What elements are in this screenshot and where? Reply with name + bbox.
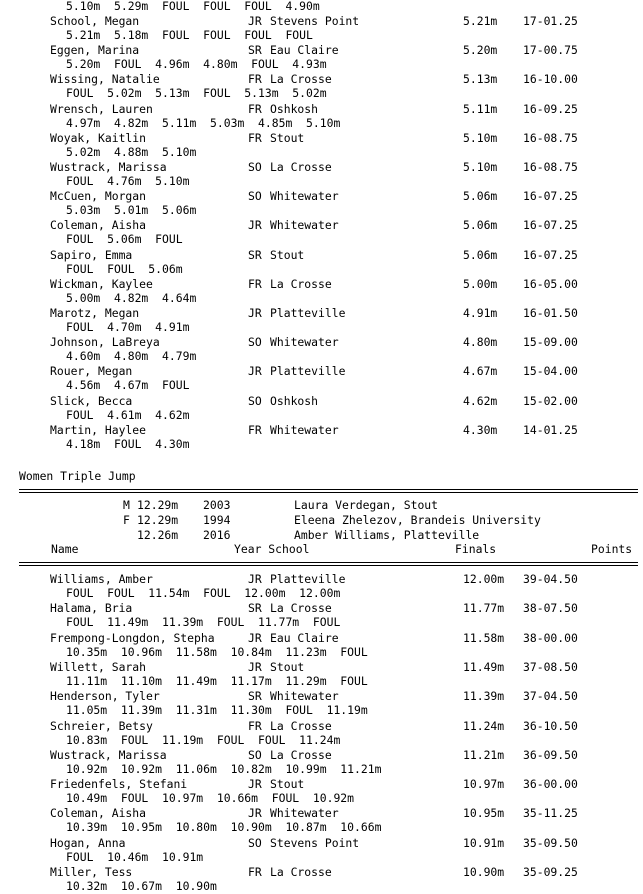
school: Stout	[270, 659, 305, 674]
record-type: M	[123, 498, 130, 512]
school: Whitewater	[270, 189, 339, 204]
class-year: JR	[248, 630, 262, 645]
lead-series-line	[0, 0, 320, 13]
athlete-name: Friedenfels, Stefani	[50, 777, 188, 792]
school: Stevens Point	[270, 14, 360, 28]
record-year: 1994	[203, 513, 231, 527]
athlete-name: Rouer, Megan	[50, 364, 133, 379]
mark-imperial: 37-04.50	[523, 689, 578, 704]
series-text: 4.60m 4.80m 4.79m	[66, 349, 197, 364]
class-year: FR	[248, 276, 262, 291]
series-text: 5.21m 5.18m FOUL FOUL FOUL FOUL	[66, 28, 313, 42]
mark-imperial: 16-07.25	[523, 218, 578, 233]
series-text: 5.20m FOUL 4.96m 4.80m FOUL 4.93m	[66, 57, 327, 72]
event-title: Women Triple Jump	[19, 469, 136, 483]
class-year: SO	[248, 335, 262, 350]
mark-metric: 5.06m	[463, 247, 498, 262]
class-year: FR	[248, 72, 262, 87]
mark-metric: 11.58m	[463, 630, 505, 645]
class-year: SR	[248, 43, 262, 58]
series-text: 10.49m FOUL 10.97m 10.66m FOUL 10.92m	[66, 791, 355, 806]
school: Whitewater	[270, 806, 339, 821]
series-text: 5.03m 5.01m 5.06m	[66, 203, 197, 218]
record-holder: Laura Verdegan, Stout	[294, 498, 439, 512]
mark-imperial: 16-09.25	[523, 101, 578, 116]
series-text: 10.35m 10.96m 11.58m 10.84m 11.23m FOUL	[66, 644, 368, 659]
header-finals: Finals	[455, 542, 497, 556]
athlete-name: Marotz, Megan	[50, 306, 140, 320]
athlete-name: Frempong-Longdon, Stepha	[50, 630, 215, 645]
class-year: JR	[248, 306, 262, 320]
school: Stout	[270, 777, 305, 792]
school: Platteville	[270, 306, 346, 320]
mark-imperial: 35-11.25	[523, 806, 578, 821]
athlete-name: Halama, Bria	[50, 601, 133, 616]
class-year: SO	[248, 189, 262, 204]
school: La Crosse	[270, 718, 332, 733]
mark-metric: 4.30m	[463, 422, 498, 437]
class-year: SR	[248, 247, 262, 262]
record-mark: 12.26m	[137, 528, 179, 542]
series-text: FOUL 5.02m 5.13m FOUL 5.13m 5.02m	[66, 86, 327, 101]
mark-metric: 10.97m	[463, 777, 505, 792]
mark-imperial: 15-09.00	[523, 335, 578, 350]
mark-metric: 4.91m	[463, 306, 498, 320]
mark-metric: 5.10m	[463, 130, 498, 145]
mark-metric: 11.24m	[463, 718, 505, 733]
athlete-name: Wickman, Kaylee	[50, 276, 153, 291]
mark-imperial: 39-04.50	[523, 572, 578, 586]
mark-metric: 4.67m	[463, 364, 498, 379]
mark-metric: 5.06m	[463, 218, 498, 233]
athlete-name: Coleman, Aisha	[50, 218, 147, 233]
class-year: FR	[248, 718, 262, 733]
mark-imperial: 38-00.00	[523, 630, 578, 645]
mark-imperial: 16-08.75	[523, 130, 578, 145]
class-year: FR	[248, 101, 262, 116]
class-year: SO	[248, 160, 262, 174]
mark-imperial: 15-02.00	[523, 393, 578, 408]
mark-imperial: 36-10.50	[523, 718, 578, 733]
school: Stevens Point	[270, 835, 360, 850]
mark-metric: 4.80m	[463, 335, 498, 350]
series-text: 5.02m 4.88m 5.10m	[66, 144, 197, 159]
record-holder: Amber Williams, Platteville	[294, 528, 480, 542]
series-text: 4.18m FOUL 4.30m	[66, 436, 190, 451]
athlete-name: Miller, Tess	[50, 865, 133, 879]
record-holder: Eleena Zhelezov, Brandeis University	[294, 513, 541, 527]
class-year: SO	[248, 393, 262, 408]
class-year: SO	[248, 747, 262, 762]
series-text: 11.05m 11.39m 11.31m 11.30m FOUL 11.19m	[66, 703, 368, 718]
school: La Crosse	[270, 276, 332, 291]
athlete-name: Coleman, Aisha	[50, 806, 147, 821]
school: Stout	[270, 247, 305, 262]
mark-metric: 10.90m	[463, 865, 505, 879]
athlete-name: Sapiro, Emma	[50, 247, 133, 262]
athlete-name: Hogan, Anna	[50, 835, 126, 850]
school: Whitewater	[270, 335, 339, 350]
mark-imperial: 35-09.50	[523, 835, 578, 850]
mark-metric: 5.00m	[463, 276, 498, 291]
series-text: 4.97m 4.82m 5.11m 5.03m 4.85m 5.10m	[66, 115, 341, 130]
mark-metric: 4.62m	[463, 393, 498, 408]
series-text: FOUL 5.06m FOUL	[66, 232, 183, 247]
column-headers	[0, 542, 633, 556]
series-text: FOUL 4.70m 4.91m	[66, 320, 190, 334]
mark-metric: 11.77m	[463, 601, 505, 616]
class-year: FR	[248, 865, 262, 879]
mark-imperial: 37-08.50	[523, 659, 578, 674]
athlete-name: Schreier, Betsy	[50, 718, 153, 733]
series-text: 10.32m 10.67m 10.90m	[66, 879, 217, 893]
class-year: SR	[248, 601, 262, 616]
record-year: 2003	[203, 498, 231, 512]
series-text: 10.39m 10.95m 10.80m 10.90m 10.87m 10.66m	[66, 820, 382, 835]
mark-metric: 12.00m	[463, 572, 505, 586]
class-year: JR	[248, 777, 262, 792]
mark-imperial: 16-07.25	[523, 247, 578, 262]
series-text: FOUL 11.49m 11.39m FOUL 11.77m FOUL	[66, 615, 341, 630]
class-year: JR	[248, 572, 262, 586]
mark-metric: 5.11m	[463, 101, 498, 116]
school: Whitewater	[270, 422, 339, 437]
mark-imperial: 36-09.50	[523, 747, 578, 762]
athlete-name: Martin, Haylee	[50, 422, 147, 437]
mark-metric: 11.49m	[463, 659, 505, 674]
athlete-name: Williams, Amber	[50, 572, 153, 586]
athlete-name: Willett, Sarah	[50, 659, 147, 674]
class-year: JR	[248, 364, 262, 379]
series-text: 5.10m 5.29m FOUL FOUL FOUL 4.90m	[66, 0, 320, 13]
mark-imperial: 16-01.50	[523, 306, 578, 320]
athlete-name: Henderson, Tyler	[50, 689, 160, 704]
mark-metric: 11.21m	[463, 747, 505, 762]
school: La Crosse	[270, 72, 332, 87]
mark-imperial: 35-09.25	[523, 865, 578, 879]
school: La Crosse	[270, 865, 332, 879]
header-name: Name	[51, 542, 79, 556]
series-text: FOUL FOUL 11.54m FOUL 12.00m 12.00m	[66, 586, 341, 600]
athlete-name: Wissing, Natalie	[50, 72, 160, 87]
school: Platteville	[270, 572, 346, 586]
school: La Crosse	[270, 747, 332, 762]
school: Eau Claire	[270, 43, 339, 58]
mark-imperial: 16-08.75	[523, 160, 578, 174]
series-text: 11.11m 11.10m 11.49m 11.17m 11.29m FOUL	[66, 673, 368, 688]
series-text: FOUL 4.76m 5.10m	[66, 174, 190, 188]
mark-imperial: 15-04.00	[523, 364, 578, 379]
mark-metric: 5.20m	[463, 43, 498, 58]
school: Whitewater	[270, 218, 339, 233]
mark-imperial: 36-00.00	[523, 777, 578, 792]
mark-metric: 5.06m	[463, 189, 498, 204]
series-text: 10.92m 10.92m 11.06m 10.82m 10.99m 11.21m	[66, 761, 382, 776]
class-year: JR	[248, 14, 262, 28]
record-mark: 12.29m	[137, 513, 179, 527]
class-year: JR	[248, 659, 262, 674]
athlete-name: Slick, Becca	[50, 393, 133, 408]
athlete-name: Woyak, Kaitlin	[50, 130, 147, 145]
record-type: F	[123, 513, 130, 527]
header-rule-bottom	[19, 562, 638, 566]
mark-metric: 5.10m	[463, 160, 498, 174]
class-year: SO	[248, 835, 262, 850]
mark-imperial: 16-05.00	[523, 276, 578, 291]
athlete-name: Wustrack, Marissa	[50, 160, 167, 174]
mark-metric: 5.13m	[463, 72, 498, 87]
header-points: Points	[591, 542, 633, 556]
athlete-name: Wustrack, Marissa	[50, 747, 167, 762]
mark-metric: 5.21m	[463, 14, 498, 28]
class-year: SR	[248, 689, 262, 704]
class-year: FR	[248, 130, 262, 145]
mark-imperial: 16-07.25	[523, 189, 578, 204]
school: Platteville	[270, 364, 346, 379]
series-text: 5.00m 4.82m 4.64m	[66, 290, 197, 305]
series-text: 10.83m FOUL 11.19m FOUL FOUL 11.24m	[66, 732, 341, 747]
mark-metric: 11.39m	[463, 689, 505, 704]
athlete-name: Eggen, Marina	[50, 43, 140, 58]
athlete-name: Johnson, LaBreya	[50, 335, 160, 350]
school: La Crosse	[270, 601, 332, 616]
class-year: JR	[248, 218, 262, 233]
athlete-name: School, Megan	[50, 14, 140, 28]
class-year: FR	[248, 422, 262, 437]
mark-metric: 10.95m	[463, 806, 505, 821]
school: Whitewater	[270, 689, 339, 704]
record-mark: 12.29m	[137, 498, 179, 512]
series-text: 4.56m 4.67m FOUL	[66, 378, 190, 393]
record-year: 2016	[203, 528, 231, 542]
mark-imperial: 17-01.25	[523, 14, 578, 28]
class-year: JR	[248, 806, 262, 821]
header-rule-top	[19, 489, 638, 493]
school: La Crosse	[270, 160, 332, 174]
school: Stout	[270, 130, 305, 145]
mark-metric: 10.91m	[463, 835, 505, 850]
athlete-name: Wrensch, Lauren	[50, 101, 153, 116]
header-year-school: Year School	[234, 542, 310, 556]
series-text: FOUL 10.46m 10.91m	[66, 849, 204, 864]
mark-imperial: 14-01.25	[523, 422, 578, 437]
mark-imperial: 38-07.50	[523, 601, 578, 616]
series-text: FOUL 4.61m 4.62m	[66, 407, 190, 422]
mark-imperial: 16-10.00	[523, 72, 578, 87]
school: Eau Claire	[270, 630, 339, 645]
school: Oshkosh	[270, 101, 319, 116]
mark-imperial: 17-00.75	[523, 43, 578, 58]
school: Oshkosh	[270, 393, 319, 408]
athlete-name: McCuen, Morgan	[50, 189, 147, 204]
series-text: FOUL FOUL 5.06m	[66, 261, 183, 276]
